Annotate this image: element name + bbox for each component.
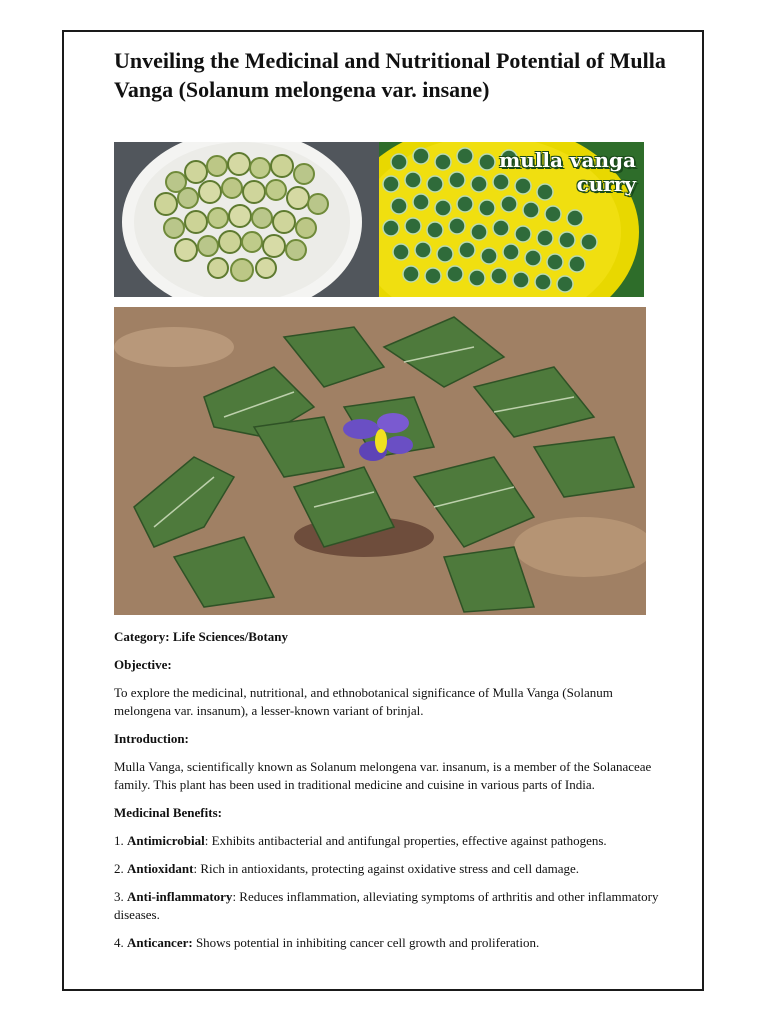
mulla-vanga-plant-photo <box>114 307 646 615</box>
benefit-number: 1. <box>114 833 124 848</box>
overlay-line-2: curry <box>576 172 636 196</box>
benefit-text: : Rich in antioxidants, protecting against oxidative stress and cell damage. <box>193 861 580 876</box>
objective-text: To explore the medicinal, nutritional, and ethnobotanical significance of Mulla Vanga (Solanum melongena var. insanum), a lesser-known variant of brinjal. <box>114 685 613 718</box>
benefit-text: : Exhibits antibacterial and antifungal properties, effective against pathogens. <box>204 833 607 848</box>
mulla-vanga-curry-photo <box>379 142 644 297</box>
benefits-heading: Medicinal Benefits: <box>114 805 222 820</box>
benefit-item <box>114 832 669 850</box>
benefit-name: Antimicrobial <box>127 833 205 848</box>
benefit-item <box>114 934 669 952</box>
benefit-item <box>114 860 669 878</box>
document-page <box>62 30 704 991</box>
benefit-item <box>114 888 669 924</box>
benefit-name: Anticancer: <box>127 935 193 950</box>
document-body <box>114 628 669 962</box>
objective-heading: Objective: <box>114 657 172 672</box>
introduction-text: Mulla Vanga, scientifically known as Solanum melongena var. insanum, is a member of the Solanaceae family. This plant has been used in traditional medicine and cuisine in various parts of India. <box>114 759 652 792</box>
category-value: Life Sciences/Botany <box>172 629 289 644</box>
benefit-name: Anti-inflammatory <box>127 889 233 904</box>
category-label: Category: <box>114 629 170 644</box>
benefit-number: 4. <box>114 935 124 950</box>
benefit-text: Shows potential in inhibiting cancer cell growth and proliferation. <box>192 935 540 950</box>
benefit-text: : Reduces inflammation, alleviating symptoms of arthritis and other inflammatory diseases. <box>114 889 659 922</box>
benefit-number: 3. <box>114 889 124 904</box>
benefit-name: Antioxidant <box>127 861 194 876</box>
sliced-fruit-photo <box>114 142 379 297</box>
benefit-number: 2. <box>114 861 124 876</box>
introduction-heading: Introduction: <box>114 731 189 746</box>
photo-caption-overlay <box>499 148 636 196</box>
overlay-line-1: mulla vanga <box>499 148 636 172</box>
document-title: Unveiling the Medicinal and Nutritional Potential of Mulla Vanga (Solanum melongena var. insane) <box>114 48 666 102</box>
category-line <box>114 628 669 646</box>
